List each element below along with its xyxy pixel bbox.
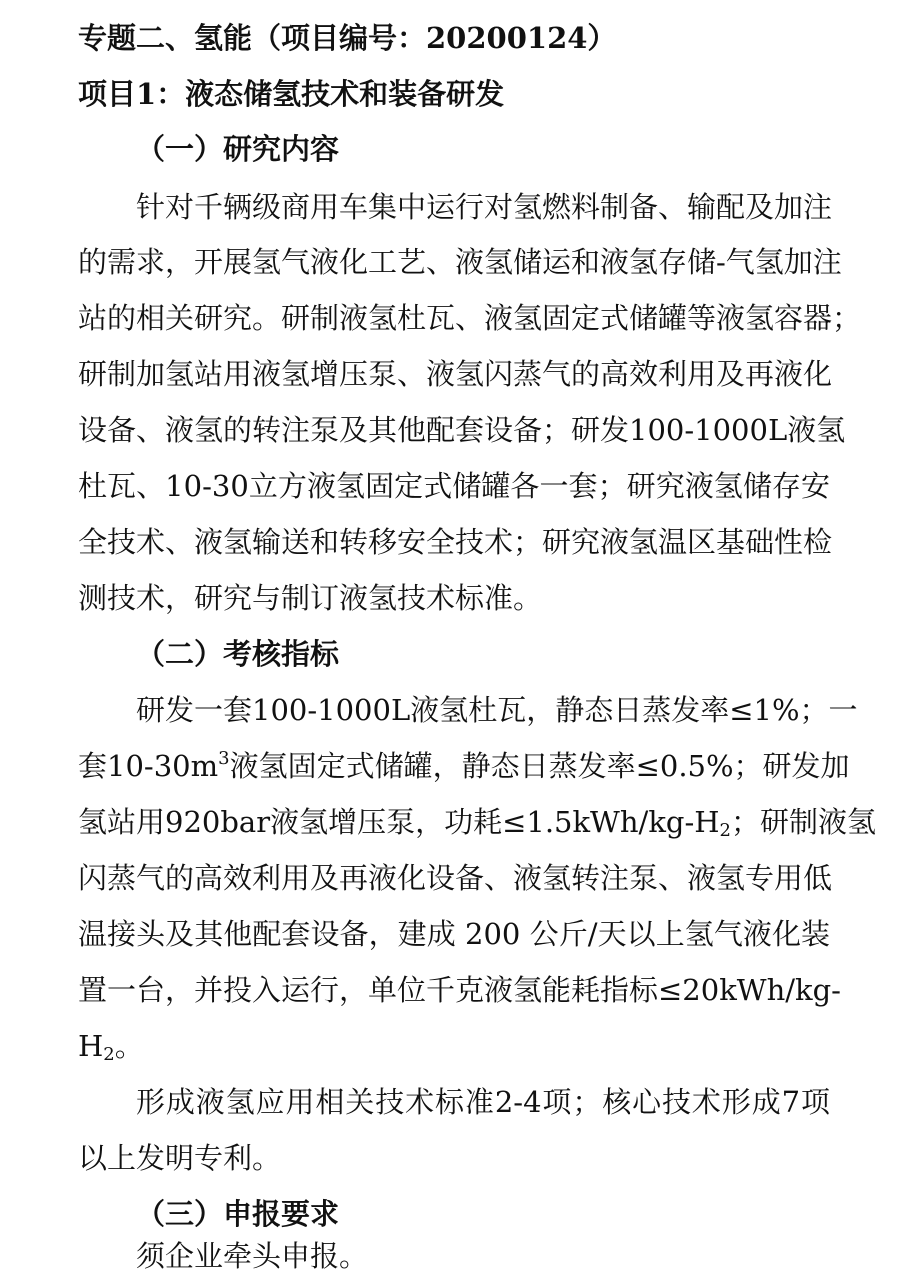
- paragraph-line: 以上发明专利。: [78, 1141, 282, 1175]
- text-segment: H: [78, 1029, 104, 1063]
- paragraph-line: [78, 746, 850, 786]
- paragraph-line: 设备、液氢的转注泵及其他配套设备；研发100-1000L液氢: [78, 413, 846, 447]
- topic-title: 专题二、氢能（项目编号：20200124）: [78, 21, 617, 55]
- paragraph-line: 置一台，并投入运行，单位千克液氢能耗指标≤20kWh/kg-: [78, 973, 841, 1007]
- section-heading-application-requirements: （三）申报要求: [136, 1197, 340, 1231]
- paragraph-line: 全技术、液氢输送和转移安全技术；研究液氢温区基础性检: [78, 525, 833, 559]
- paragraph-line: 闪蒸气的高效利用及再液化设备、液氢转注泵、液氢专用低: [78, 861, 833, 895]
- text-segment: ；研制液氢: [731, 805, 877, 839]
- text-segment: 氢站用920bar液氢增压泵，功耗≤1.5kWh/kg-H: [78, 805, 720, 839]
- paragraph-line: 的需求，开展氢气液化工艺、液氢储运和液氢存储-气氢加注: [78, 245, 842, 279]
- paragraph-line: [78, 1026, 830, 1066]
- paragraph-line: 研发一套100-1000L液氢杜瓦，静态日蒸发率≤1%；一: [136, 693, 858, 727]
- superscript: 3: [218, 748, 230, 769]
- text-segment: 套10-30m: [78, 749, 219, 783]
- subscript: 2: [719, 820, 731, 841]
- subscript: 2: [103, 1044, 115, 1065]
- section-heading-assessment-indicators: （二）考核指标: [136, 637, 340, 671]
- paragraph-line: 针对千辆级商用车集中运行对氢燃料制备、输配及加注: [136, 190, 833, 224]
- project-title: 项目1：液态储氢技术和装备研发: [78, 77, 505, 111]
- paragraph-line: 温接头及其他配套设备，建成 200 公斤/天以上氢气液化装: [78, 917, 830, 951]
- paragraph-line: 杜瓦、10-30立方液氢固定式储罐各一套；研究液氢储存安: [78, 469, 830, 503]
- paragraph-line: 须企业牵头申报。: [136, 1239, 369, 1273]
- paragraph-line: 研制加氢站用液氢增压泵、液氢闪蒸气的高效利用及再液化: [78, 357, 833, 391]
- section-heading-research-content: （一）研究内容: [136, 132, 340, 166]
- paragraph-line: 测技术，研究与制订液氢技术标准。: [78, 581, 543, 615]
- text-segment: 液氢固定式储罐，静态日蒸发率≤0.5%；研发加: [229, 749, 850, 783]
- paragraph-line: 站的相关研究。研制液氢杜瓦、液氢固定式储罐等液氢容器；: [78, 301, 862, 335]
- paragraph-line: [78, 802, 877, 842]
- paragraph-line: 形成液氢应用相关技术标准2-4项；核心技术形成7项: [136, 1085, 830, 1119]
- text-segment: 。: [114, 1029, 144, 1063]
